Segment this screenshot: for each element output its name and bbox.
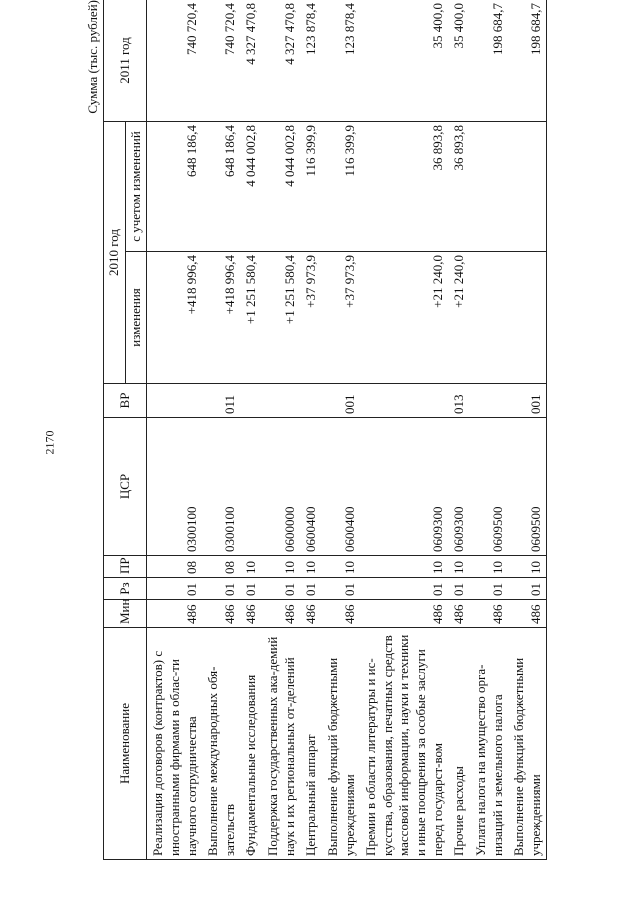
row-pr: 10 <box>360 556 448 578</box>
row-rz: 01 <box>322 578 360 600</box>
budget-table <box>103 0 547 860</box>
row-min: 486 <box>470 600 508 628</box>
row-csr <box>240 418 262 556</box>
row-change <box>470 252 508 384</box>
row-name: Уплата налога на имущество орга-низаций и земельного налога <box>470 628 508 860</box>
row-name: Премии в области литературы и ис-кусства, образования, печатных средств массовой информации, науки и техники и иные поощрения за особые заслуги перед государст-вом <box>360 628 448 860</box>
row-csr: 0300100 <box>147 418 202 556</box>
header-row <box>104 0 126 860</box>
row-rz: 01 <box>470 578 508 600</box>
row-with-changes: 648 186,4 <box>147 122 202 252</box>
table-row <box>508 0 547 860</box>
table-body <box>147 0 547 860</box>
col-header-2011: 2011 год <box>104 0 147 122</box>
col-header-2010: 2010 год <box>104 122 126 384</box>
row-vr <box>300 384 322 418</box>
row-2011: 123 878,4 <box>322 0 360 122</box>
row-min: 486 <box>240 600 262 628</box>
table-row <box>448 0 470 860</box>
row-pr: 10 <box>240 556 262 578</box>
row-2011: 4 327 470,8 <box>262 0 300 122</box>
row-rz: 01 <box>360 578 448 600</box>
row-pr: 10 <box>262 556 300 578</box>
row-pr: 10 <box>448 556 470 578</box>
row-name: Поддержка государственных ака-демий наук и их региональных от-делений <box>262 628 300 860</box>
row-name: Центральный аппарат <box>300 628 322 860</box>
row-2011: 198 684,7 <box>508 0 547 122</box>
row-rz: 01 <box>240 578 262 600</box>
row-pr: 10 <box>470 556 508 578</box>
row-vr: 001 <box>322 384 360 418</box>
row-min: 486 <box>300 600 322 628</box>
row-name: Реализация договоров (контрактов) с иностранными фирмами в облас-ти научного сотрудничества <box>147 628 202 860</box>
row-pr: 10 <box>322 556 360 578</box>
col-header-rz: Рз <box>104 578 147 600</box>
table-row <box>470 0 508 860</box>
row-rz: 01 <box>262 578 300 600</box>
row-rz: 01 <box>448 578 470 600</box>
col-header-vr: ВР <box>104 384 147 418</box>
row-change: +1 251 580,4 <box>262 252 300 384</box>
row-rz: 01 <box>508 578 547 600</box>
col-header-csr: ЦСР <box>104 418 147 556</box>
row-csr: 0600400 <box>300 418 322 556</box>
row-pr: 10 <box>300 556 322 578</box>
table-row <box>322 0 360 860</box>
row-with-changes: 36 893,8 <box>360 122 448 252</box>
row-2011: 198 684,7 <box>470 0 508 122</box>
table-row <box>147 0 202 860</box>
row-csr: 0300100 <box>202 418 240 556</box>
row-pr: 10 <box>508 556 547 578</box>
table-row <box>360 0 448 860</box>
col-header-name: Наименование <box>104 628 147 860</box>
row-min: 486 <box>360 600 448 628</box>
row-rz: 01 <box>202 578 240 600</box>
row-with-changes: 36 893,8 <box>448 122 470 252</box>
row-2011: 740 720,4 <box>202 0 240 122</box>
row-name: Выполнение функций бюджетными учреждениями <box>322 628 360 860</box>
row-csr: 0600000 <box>262 418 300 556</box>
row-vr: 011 <box>202 384 240 418</box>
row-csr: 0600400 <box>322 418 360 556</box>
row-change: +37 973,9 <box>322 252 360 384</box>
row-min: 486 <box>322 600 360 628</box>
table-row <box>202 0 240 860</box>
units-caption: Сумма (тыс. рублей) <box>85 0 100 114</box>
row-change <box>508 252 547 384</box>
row-with-changes: 4 044 002,8 <box>262 122 300 252</box>
page-number: 2170 <box>42 430 57 455</box>
row-rz: 01 <box>300 578 322 600</box>
row-name: Выполнение международных обя-зательств <box>202 628 240 860</box>
row-change: +418 996,4 <box>202 252 240 384</box>
row-min: 486 <box>508 600 547 628</box>
row-with-changes: 116 399,9 <box>300 122 322 252</box>
row-change: +1 251 580,4 <box>240 252 262 384</box>
table-row <box>300 0 322 860</box>
row-min: 486 <box>147 600 202 628</box>
row-pr: 08 <box>147 556 202 578</box>
row-2011: 35 400,0 <box>448 0 470 122</box>
row-min: 486 <box>262 600 300 628</box>
row-min: 486 <box>202 600 240 628</box>
row-with-changes <box>508 122 547 252</box>
row-vr <box>147 384 202 418</box>
row-change: +21 240,0 <box>360 252 448 384</box>
col-header-pr: ПР <box>104 556 147 578</box>
row-csr: 0609500 <box>470 418 508 556</box>
row-vr: 001 <box>508 384 547 418</box>
row-2011: 740 720,4 <box>147 0 202 122</box>
col-header-with-changes: с учетом изменений <box>125 122 147 252</box>
row-csr: 0609300 <box>448 418 470 556</box>
row-with-changes: 648 186,4 <box>202 122 240 252</box>
row-2011: 123 878,4 <box>300 0 322 122</box>
rotated-page-content <box>85 0 640 860</box>
col-header-changes: изменения <box>125 252 147 384</box>
row-vr <box>470 384 508 418</box>
table-row <box>262 0 300 860</box>
row-vr: 013 <box>448 384 470 418</box>
row-pr: 08 <box>202 556 240 578</box>
row-with-changes: 4 044 002,8 <box>240 122 262 252</box>
row-change: +418 996,4 <box>147 252 202 384</box>
row-rz: 01 <box>147 578 202 600</box>
row-vr <box>360 384 448 418</box>
row-change: +21 240,0 <box>448 252 470 384</box>
table-row <box>240 0 262 860</box>
row-vr <box>240 384 262 418</box>
row-name: Прочие расходы <box>448 628 470 860</box>
row-change: +37 973,9 <box>300 252 322 384</box>
row-2011: 4 327 470,8 <box>240 0 262 122</box>
row-2011: 35 400,0 <box>360 0 448 122</box>
row-vr <box>262 384 300 418</box>
row-csr: 0609500 <box>508 418 547 556</box>
col-header-min: Мин <box>104 600 147 628</box>
row-csr: 0609300 <box>360 418 448 556</box>
row-with-changes <box>470 122 508 252</box>
row-name: Выполнение функций бюджетными учреждениями <box>508 628 547 860</box>
row-name: Фундаментальные исследования <box>240 628 262 860</box>
row-min: 486 <box>448 600 470 628</box>
row-with-changes: 116 399,9 <box>322 122 360 252</box>
